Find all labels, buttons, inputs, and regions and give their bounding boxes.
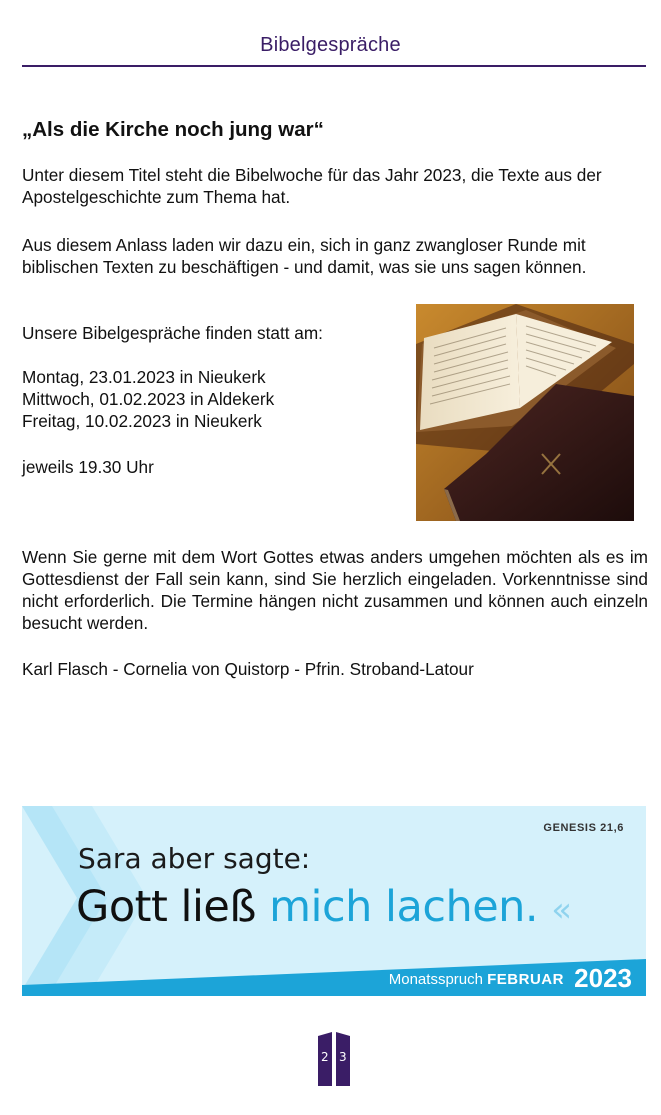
date-item: Freitag, 10.02.2023 in Nieukerk: [22, 411, 262, 431]
authors-line: Karl Flasch - Cornelia von Quistorp - Pfrin. Stroband-Latour: [22, 659, 474, 679]
invitation-paragraph: Aus diesem Anlass laden wir dazu ein, sich in ganz zwangloser Runde mit biblischen Texten zu beschäftigen - und damit, was sie uns sagen können.: [22, 235, 587, 277]
bible-reference: GENESIS 21,6: [543, 822, 624, 834]
month-label: [389, 963, 632, 994]
open-bible-image: [416, 304, 634, 521]
month-year: 2023: [574, 963, 632, 993]
date-list: [22, 366, 402, 432]
bible-photo: [416, 304, 634, 521]
article-title: „Als die Kirche noch jung war“: [22, 118, 324, 141]
verse-line-1: Sara aber sagte:: [78, 842, 311, 875]
section-title: Bibelgespräche: [260, 34, 401, 56]
verse-text-dark: Gott ließ: [76, 882, 256, 932]
page-number-right: 3: [339, 1050, 347, 1064]
details-paragraph: Wenn Sie gerne mit dem Wort Gottes etwas anders umgehen möchten als es im Gottesdienst der Fall sein kann, sind Sie herzlich eingeladen. Vorkenntnisse sind nicht erforderlich. Die Termine hängen nicht zusammen und können auch einzeln besucht werden.: [22, 547, 648, 633]
intro-paragraph: Unter diesem Titel steht die Bibelwoche für das Jahr 2023, die Texte aus der Apostelgeschichte zum Thema hat.: [22, 165, 602, 207]
schedule-intro: Unsere Bibelgespräche finden statt am:: [22, 323, 323, 343]
page-number: [318, 1032, 350, 1086]
date-item: Mittwoch, 01.02.2023 in Aldekerk: [22, 389, 275, 409]
page-number-left: 2: [321, 1050, 329, 1064]
verse-text-accent: mich lachen.: [269, 882, 539, 932]
closing-quote-mark: «: [551, 890, 572, 930]
monthly-verse-banner: [22, 806, 646, 996]
month-name: FEBRUAR: [487, 971, 564, 988]
month-label-text: Monatsspruch: [388, 971, 483, 988]
date-item: Montag, 23.01.2023 in Nieukerk: [22, 367, 266, 387]
verse-line-2: [76, 882, 572, 932]
time-info: jeweils 19.30 Uhr: [22, 457, 154, 477]
header-divider: [22, 65, 646, 67]
